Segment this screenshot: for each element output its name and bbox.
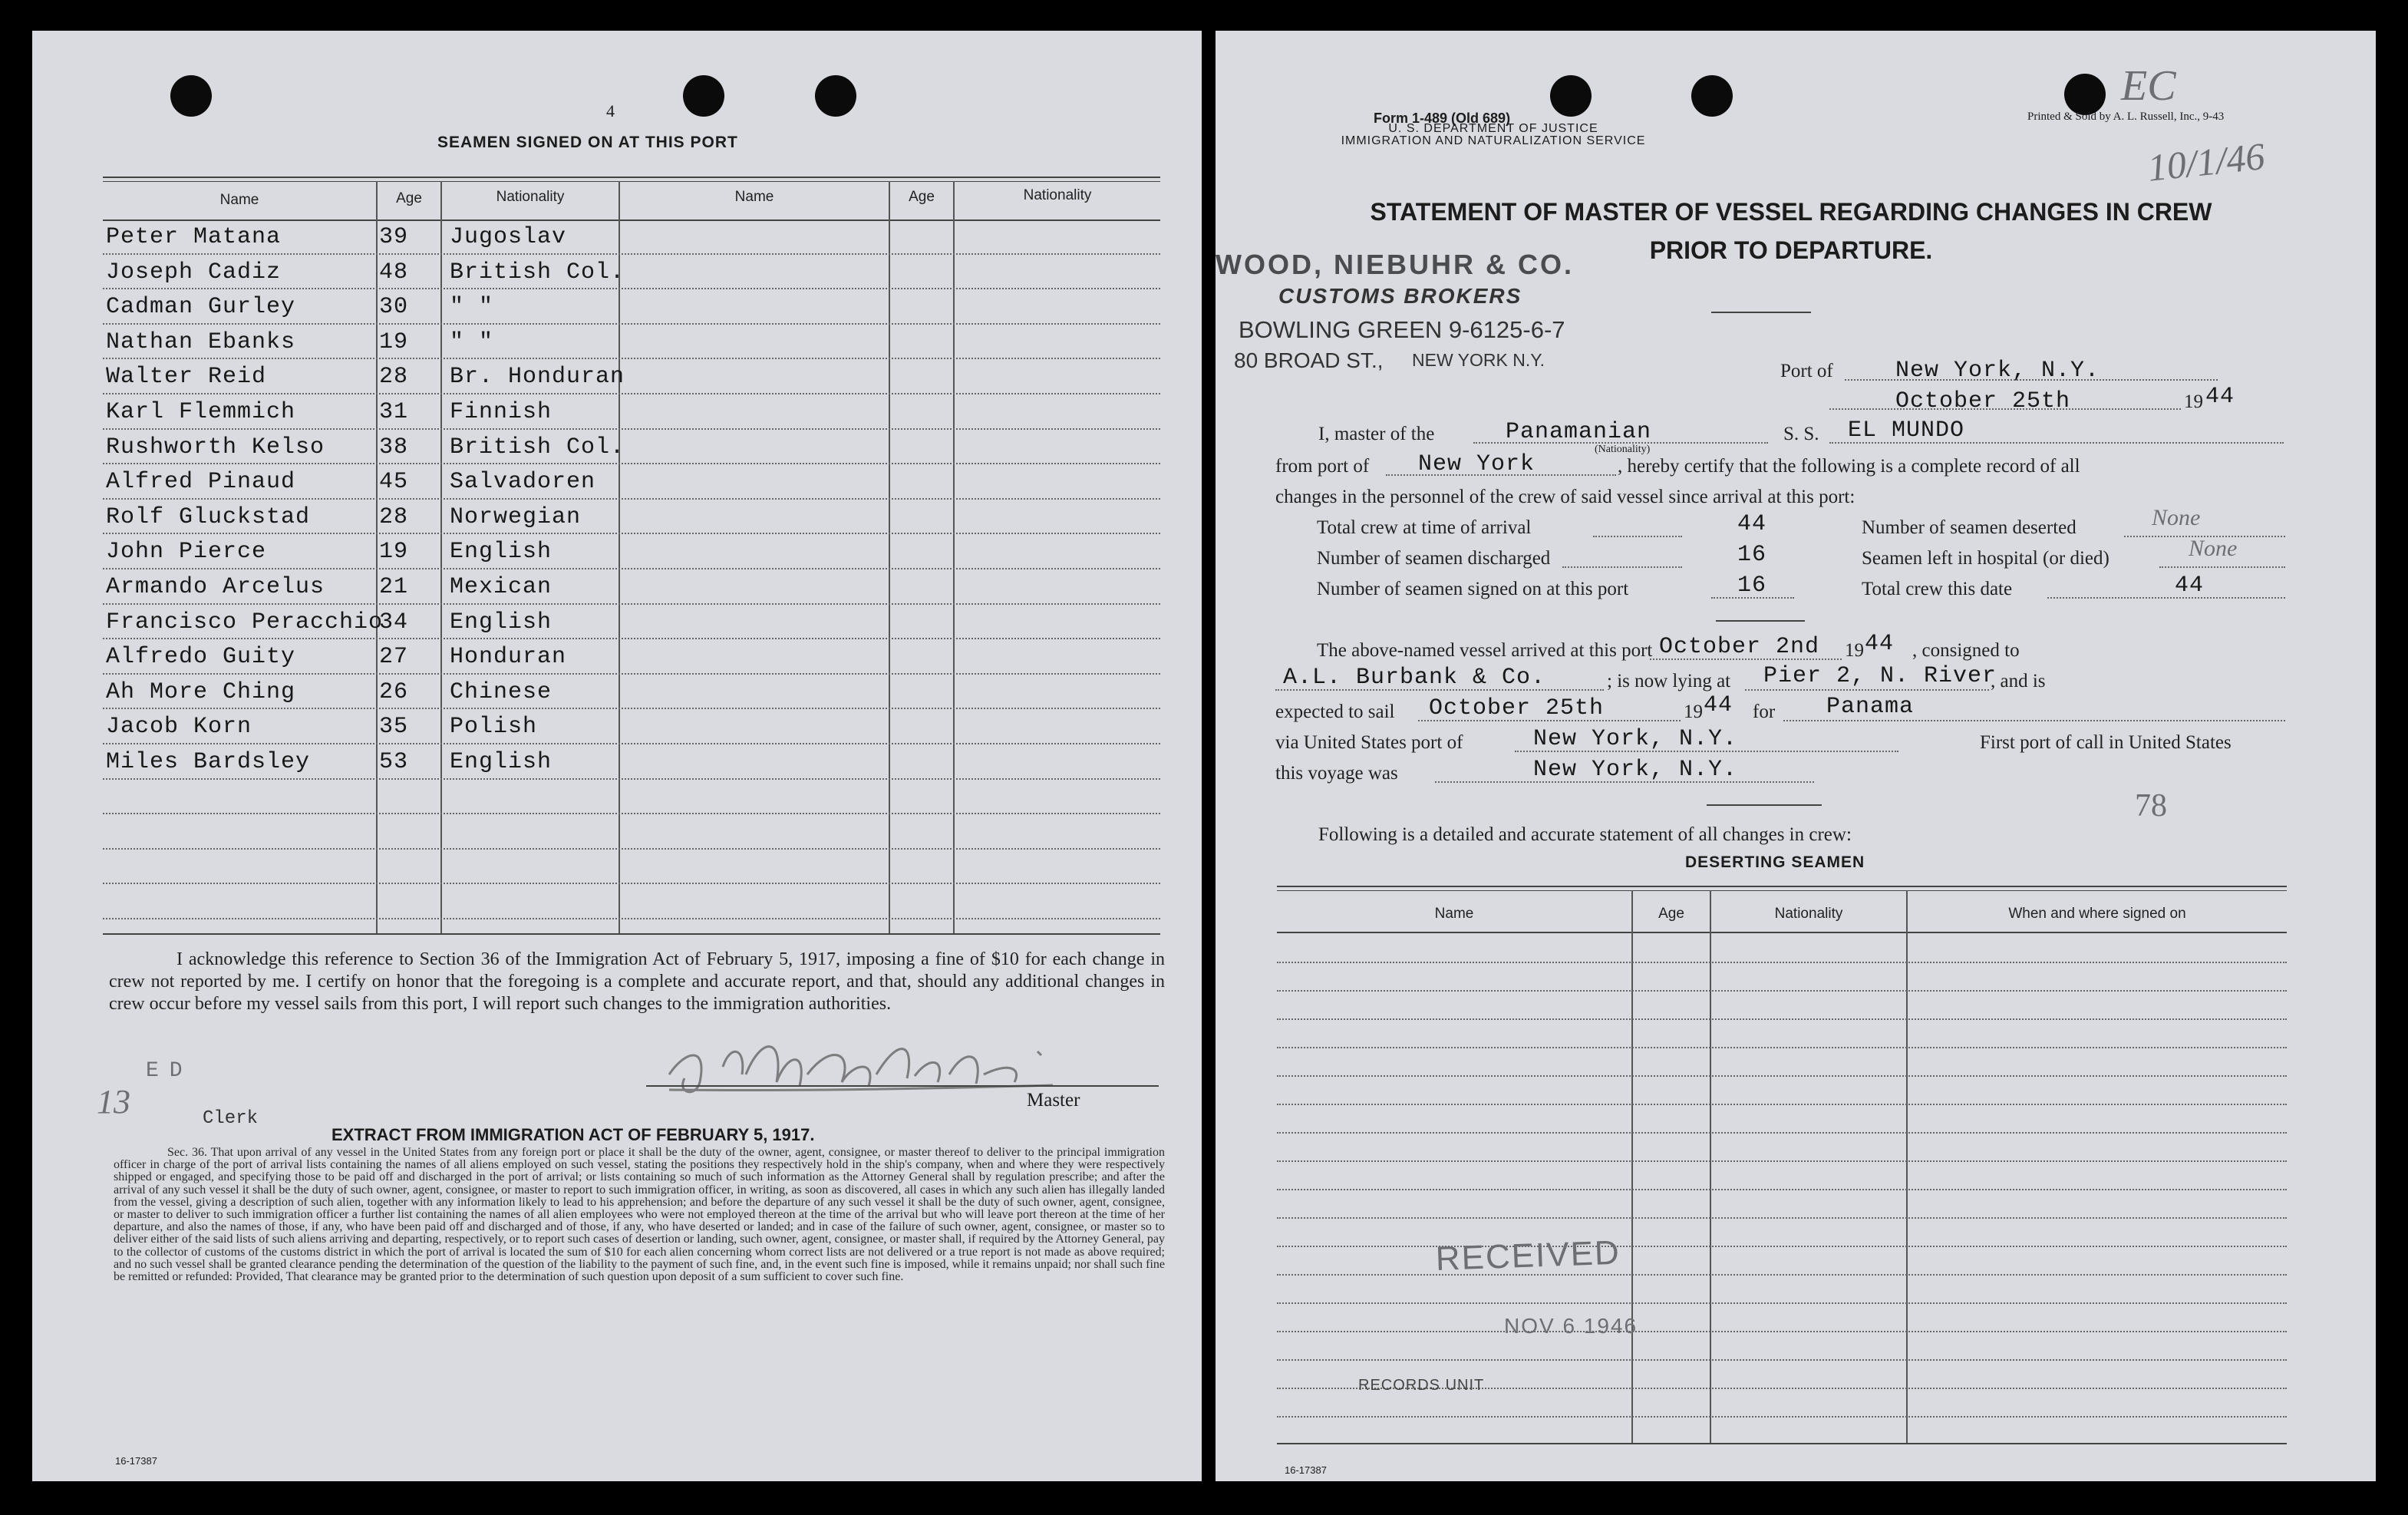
master-signature bbox=[654, 1021, 1084, 1105]
lying-value: Pier 2, N. River bbox=[1763, 663, 1997, 689]
seaman-name: John Pierce bbox=[106, 539, 267, 566]
expected-year: 44 bbox=[1704, 692, 1733, 718]
row-rule bbox=[1277, 1047, 2287, 1048]
stamp-fragment: ED bbox=[146, 1059, 193, 1083]
voyage-rule bbox=[1707, 804, 1822, 806]
table-top-rule bbox=[103, 177, 1160, 178]
discharged-label: Number of seamen discharged bbox=[1317, 548, 1551, 569]
seaman-name: Walter Reid bbox=[106, 364, 267, 391]
seaman-age: 45 bbox=[379, 469, 409, 496]
punch-hole bbox=[1550, 75, 1592, 117]
seaman-nationality: " " bbox=[450, 328, 494, 355]
margin-note: 13 bbox=[97, 1083, 130, 1121]
seaman-age: 27 bbox=[379, 644, 409, 671]
clerk-label: Clerk bbox=[203, 1108, 259, 1129]
seaman-nationality: Mexican bbox=[450, 574, 553, 600]
column-divider bbox=[889, 181, 890, 933]
seaman-name: Miles Bardsley bbox=[106, 749, 311, 775]
seaman-name: Alfredo Guity bbox=[106, 644, 296, 671]
year-value: 44 bbox=[2205, 384, 2235, 410]
row-rule bbox=[1277, 1132, 2287, 1134]
table-header-rule bbox=[103, 219, 1160, 221]
seaman-name: Francisco Peracchio bbox=[106, 609, 384, 635]
signature-line bbox=[646, 1085, 1159, 1087]
from-port-value: New York bbox=[1418, 451, 1536, 477]
seaman-nationality: Chinese bbox=[450, 678, 553, 705]
destination-value: Panama bbox=[1826, 694, 1915, 720]
punch-hole bbox=[683, 75, 724, 117]
section-title: SEAMEN SIGNED ON AT THIS PORT bbox=[437, 134, 738, 151]
row-rule bbox=[1277, 1246, 2287, 1247]
arrived-label: The above-named vessel arrived at this port bbox=[1317, 640, 1653, 661]
row-rule bbox=[1277, 962, 2287, 963]
received-date: NOV 6 1946 bbox=[1504, 1314, 1638, 1338]
handwritten-number: 78 bbox=[2135, 788, 2167, 824]
row-rule bbox=[103, 918, 1160, 919]
service: IMMIGRATION AND NATURALIZATION SERVICE bbox=[1341, 134, 1646, 147]
broker-stamp-name: WOOD, NIEBUHR & CO. bbox=[1216, 249, 1574, 280]
this-voyage-value: New York, N.Y. bbox=[1533, 757, 1738, 783]
row-rule bbox=[103, 463, 1160, 464]
column-divider bbox=[618, 181, 620, 933]
date-value: October 25th bbox=[1895, 388, 2071, 414]
seaman-name: Ah More Ching bbox=[106, 678, 296, 705]
form-code: 16-17387 bbox=[115, 1455, 157, 1467]
handwritten-corner: EC bbox=[2121, 62, 2176, 110]
handwritten-date: 10/1/46 bbox=[2146, 134, 2267, 190]
seaman-nationality: British Col. bbox=[450, 259, 625, 286]
for-label: for bbox=[1753, 701, 1776, 722]
expected-year-prefix: 19 bbox=[1684, 701, 1703, 722]
port-of-value: New York, N.Y. bbox=[1895, 358, 2100, 384]
nationality-caption: (Nationality) bbox=[1595, 444, 1651, 455]
row-rule bbox=[103, 743, 1160, 744]
seaman-age: 19 bbox=[379, 539, 409, 566]
seaman-age: 53 bbox=[379, 749, 409, 775]
deserted-label: Number of seamen deserted bbox=[1862, 517, 2076, 538]
extract-text: Sec. 36. That upon arrival of any vessel in the United States from any foreign port or place it shall be the duty of the owner, agent, consignee, or master thereof to deliver to the principal immigration officer in charge of the port of arrival lists containing the names of all aliens employed on such vessel, stating the positions they respectively hold in the ship's company, when and where they were respectively shipped or engaged, and specifying those to be paid off and discharged in the port of arrival; or lists containing so much of such information as the Attorney General shall by regulation prescribe; and after the arrival of any such vessel it shall be the duty of such owner, agent, consignee, or master to report to such immigration officer, in writing, as soon as discovered, all cases in which any such alien has illegally landed from the vessel, giving a description of such alien, together with any information likely to lead to his apprehension; and before the departure of any such vessel it shall be the duty of such owner, agent, consignee, or master to deliver to such immigration officer a further list containing the names of all alien employees who were not employed thereon at the time of the arrival but who will leave port thereon at the time of her departure, and also the names of those, if any, who have been paid off and discharged and of those, if any, who have deserted or landed; and in case of the failure of such owner, agent, consignee, or master so to deliver either of the said lists of such aliens arriving and departing, respectively, or to report such cases of desertion or landing, such owner, agent, consignee, or master shall, if required by the Attorney General, pay to the collector of customs of the customs district in which the port of arrival is located the sum of $10 for each alien concerning whom correct lists are not delivered or a true report is not made as above required; and no such vessel shall be granted clearance pending the determination of the question of the liability to the payment of such fine, and, in the event such fine is imposed, while it remains unpaid; nor shall such fine be remitted or refunded: Provided, That clearance may be granted prior to the determination of such question upon deposit of a sum sufficient to cover such fine. bbox=[114, 1146, 1165, 1284]
consignee-value: A.L. Burbank & Co. bbox=[1283, 665, 1546, 691]
lying-label: ; is now lying at bbox=[1607, 671, 1731, 691]
total-arrival-label: Total crew at time of arrival bbox=[1317, 517, 1532, 538]
row-rule bbox=[103, 673, 1160, 675]
total-date-label: Total crew this date bbox=[1862, 579, 2013, 599]
seaman-nationality: Br. Honduran bbox=[450, 364, 625, 391]
year-prefix: 19 bbox=[2184, 391, 2203, 412]
seaman-name: Armando Arcelus bbox=[106, 574, 325, 600]
row-rule bbox=[1277, 1274, 2287, 1276]
row-rule bbox=[103, 498, 1160, 500]
stats-rule bbox=[1716, 620, 1805, 622]
table-top-rule bbox=[103, 181, 1160, 182]
deserted-value: None bbox=[2152, 505, 2201, 530]
right-page bbox=[1216, 31, 2376, 1481]
certify-text: , hereby certify that the following is a complete record of all bbox=[1618, 456, 2080, 477]
seaman-nationality: Norwegian bbox=[450, 503, 582, 530]
vessel-name: EL MUNDO bbox=[1848, 418, 1965, 444]
row-rule bbox=[103, 778, 1160, 780]
following-text: Following is a detailed and accurate statement of all changes in crew: bbox=[1318, 824, 1852, 845]
column-divider bbox=[376, 181, 378, 933]
row-rule bbox=[1277, 1359, 2287, 1361]
seaman-nationality: English bbox=[450, 539, 553, 566]
first-port-label: First port of call in United States bbox=[1980, 732, 2232, 753]
port-of-label: Port of bbox=[1780, 361, 1833, 381]
row-rule bbox=[103, 603, 1160, 605]
this-voyage-label: this voyage was bbox=[1275, 763, 1398, 784]
nationality-value: Panamanian bbox=[1506, 419, 1652, 445]
seaman-age: 34 bbox=[379, 609, 409, 635]
row-rule bbox=[103, 358, 1160, 359]
deserting-table-top-rule bbox=[1277, 886, 2287, 887]
master-label: Master bbox=[1027, 1090, 1080, 1111]
seaman-age: 28 bbox=[379, 503, 409, 530]
seaman-nationality: Polish bbox=[450, 714, 538, 741]
seaman-name: Rushworth Kelso bbox=[106, 434, 325, 460]
deserting-col-when-where: When and where signed on bbox=[2008, 906, 2186, 922]
hospital-label: Seamen left in hospital (or died) bbox=[1862, 548, 2109, 569]
row-rule bbox=[103, 323, 1160, 325]
seaman-name: Nathan Ebanks bbox=[106, 328, 296, 355]
seaman-nationality: Honduran bbox=[450, 644, 567, 671]
seaman-name: Rolf Gluckstad bbox=[106, 503, 311, 530]
via-value: New York, N.Y. bbox=[1533, 726, 1738, 752]
lying-line bbox=[1745, 689, 1989, 691]
seaman-name: Alfred Pinaud bbox=[106, 469, 296, 496]
deserting-col-age: Age bbox=[1658, 906, 1684, 922]
seaman-nationality: English bbox=[450, 749, 553, 775]
row-rule bbox=[103, 813, 1160, 814]
broker-stamp-address: 80 BROAD ST., bbox=[1234, 348, 1384, 372]
col-header-nationality-2: Nationality bbox=[1023, 187, 1092, 203]
discharged-line bbox=[1562, 566, 1682, 568]
seaman-age: 30 bbox=[379, 294, 409, 321]
deserting-table-bottom-rule bbox=[1277, 1443, 2287, 1444]
seaman-name: Karl Flemmich bbox=[106, 399, 296, 425]
form-title-line2: PRIOR TO DEPARTURE. bbox=[1649, 236, 1933, 264]
destination-line bbox=[1783, 720, 2285, 721]
hospital-value: None bbox=[2189, 536, 2238, 561]
punch-hole bbox=[815, 75, 856, 117]
received-stamp: RECEIVED bbox=[1435, 1233, 1621, 1278]
seaman-age: 28 bbox=[379, 364, 409, 391]
deserting-col-name: Name bbox=[1434, 906, 1474, 922]
left-page bbox=[32, 31, 1202, 1481]
row-rule bbox=[1277, 1189, 2287, 1190]
acknowledgement-text: I acknowledge this reference to Section 36 of the Immigration Act of February 5, 1917, imposing a fine of $10 for each change in crew not reported by me. I certify on honor that the foregoing is a complete and accurate report, and that, should any additional changes in crew occur before my vessel sails from this port, I will report such changes to the immigration authorities. bbox=[109, 949, 1165, 1014]
seaman-name: Peter Matana bbox=[106, 224, 282, 250]
form-number: Form 1-489 (Old 689) bbox=[1374, 111, 1511, 126]
signed-value: 16 bbox=[1737, 573, 1767, 599]
row-rule bbox=[1277, 1104, 2287, 1105]
row-rule bbox=[1277, 990, 2287, 992]
from-port-label: from port of bbox=[1275, 456, 1370, 477]
row-rule bbox=[1277, 1331, 2287, 1332]
col-header-name-2: Name bbox=[734, 189, 774, 205]
row-rule bbox=[103, 848, 1160, 850]
seaman-age: 39 bbox=[379, 224, 409, 250]
printer-note: Printed & Sold by A. L. Russell, Inc., 9-43 bbox=[2027, 111, 2225, 123]
form-code-right: 16-17387 bbox=[1285, 1464, 1327, 1476]
row-rule bbox=[103, 288, 1160, 289]
hospital-line bbox=[2159, 566, 2285, 568]
row-rule bbox=[103, 393, 1160, 394]
department: U. S. DEPARTMENT OF JUSTICE bbox=[1388, 122, 1598, 135]
punch-hole bbox=[170, 75, 212, 117]
discharged-value: 16 bbox=[1737, 542, 1767, 568]
title-rule bbox=[1711, 312, 1811, 313]
seaman-age: 35 bbox=[379, 714, 409, 741]
col-header-age: Age bbox=[396, 190, 422, 206]
row-rule bbox=[103, 253, 1160, 255]
expected-label: expected to sail bbox=[1275, 701, 1395, 722]
seaman-name: Jacob Korn bbox=[106, 714, 252, 741]
consigned-label: , consigned to bbox=[1912, 640, 2020, 661]
punch-hole bbox=[2064, 74, 2106, 115]
row-rule bbox=[1277, 1160, 2287, 1162]
row-rule bbox=[103, 708, 1160, 709]
row-rule bbox=[1277, 1302, 2287, 1304]
seaman-nationality: British Col. bbox=[450, 434, 625, 460]
changes-text: changes in the personnel of the crew of said vessel since arrival at this port: bbox=[1275, 487, 1855, 507]
records-unit-stamp: RECORDS UNIT bbox=[1358, 1377, 1485, 1394]
seaman-age: 26 bbox=[379, 678, 409, 705]
and-is-label: , and is bbox=[1991, 671, 2046, 691]
seaman-age: 31 bbox=[379, 399, 409, 425]
arrived-value: October 2nd bbox=[1659, 634, 1820, 660]
total-date-line bbox=[2047, 597, 2285, 599]
deserting-title: DESERTING SEAMEN bbox=[1685, 853, 1865, 871]
via-label: via United States port of bbox=[1275, 732, 1463, 753]
row-rule bbox=[103, 638, 1160, 639]
form-title-line1: STATEMENT OF MASTER OF VESSEL REGARDING CHANGES IN CREW bbox=[1370, 198, 2212, 226]
ss-label: S. S. bbox=[1783, 424, 1819, 444]
seaman-age: 21 bbox=[379, 574, 409, 600]
row-rule bbox=[1277, 1416, 2287, 1418]
deserting-table-header-rule bbox=[1277, 932, 2287, 933]
row-rule bbox=[103, 533, 1160, 534]
row-rule bbox=[103, 568, 1160, 569]
master-of-the-label: I, master of the bbox=[1318, 424, 1435, 444]
seaman-nationality: Salvadoren bbox=[450, 469, 596, 496]
seaman-nationality: English bbox=[450, 609, 553, 635]
table-bottom-rule bbox=[103, 933, 1160, 935]
col-header-nationality: Nationality bbox=[496, 189, 565, 205]
page-number: 4 bbox=[606, 101, 615, 120]
column-divider bbox=[440, 181, 442, 933]
seaman-nationality: Finnish bbox=[450, 399, 553, 425]
punch-hole bbox=[1691, 75, 1733, 117]
arrived-year-prefix: 19 bbox=[1845, 640, 1864, 661]
col-header-age-2: Age bbox=[909, 189, 935, 205]
broker-stamp-city: NEW YORK N.Y. bbox=[1412, 350, 1545, 370]
total-arrival-line bbox=[1593, 536, 1682, 537]
seaman-name: Joseph Cadiz bbox=[106, 259, 282, 286]
signed-label: Number of seamen signed on at this port bbox=[1317, 579, 1629, 599]
expected-value: October 25th bbox=[1429, 695, 1605, 721]
seaman-age: 19 bbox=[379, 328, 409, 355]
row-rule bbox=[1277, 1075, 2287, 1077]
row-rule bbox=[103, 883, 1160, 884]
seaman-nationality: " " bbox=[450, 294, 494, 321]
row-rule bbox=[103, 428, 1160, 430]
broker-stamp-line2: CUSTOMS BROKERS bbox=[1278, 284, 1522, 308]
seaman-age: 48 bbox=[379, 259, 409, 286]
row-rule bbox=[1277, 1217, 2287, 1219]
broker-stamp-phone: BOWLING GREEN 9-6125-6-7 bbox=[1239, 316, 1565, 343]
extract-title: EXTRACT FROM IMMIGRATION ACT OF FEBRUARY 5, 1917. bbox=[332, 1125, 815, 1144]
col-header-name: Name bbox=[219, 192, 259, 208]
total-date-value: 44 bbox=[2175, 573, 2205, 599]
deserting-col-nationality: Nationality bbox=[1774, 906, 1843, 922]
total-arrival-value: 44 bbox=[1737, 511, 1767, 537]
row-rule bbox=[1277, 1018, 2287, 1020]
seaman-name: Cadman Gurley bbox=[106, 294, 296, 321]
column-divider bbox=[953, 181, 955, 933]
arrived-year: 44 bbox=[1865, 631, 1895, 657]
deserting-table-top-rule bbox=[1277, 890, 2287, 891]
seaman-nationality: Jugoslav bbox=[450, 224, 567, 250]
seaman-age: 38 bbox=[379, 434, 409, 460]
